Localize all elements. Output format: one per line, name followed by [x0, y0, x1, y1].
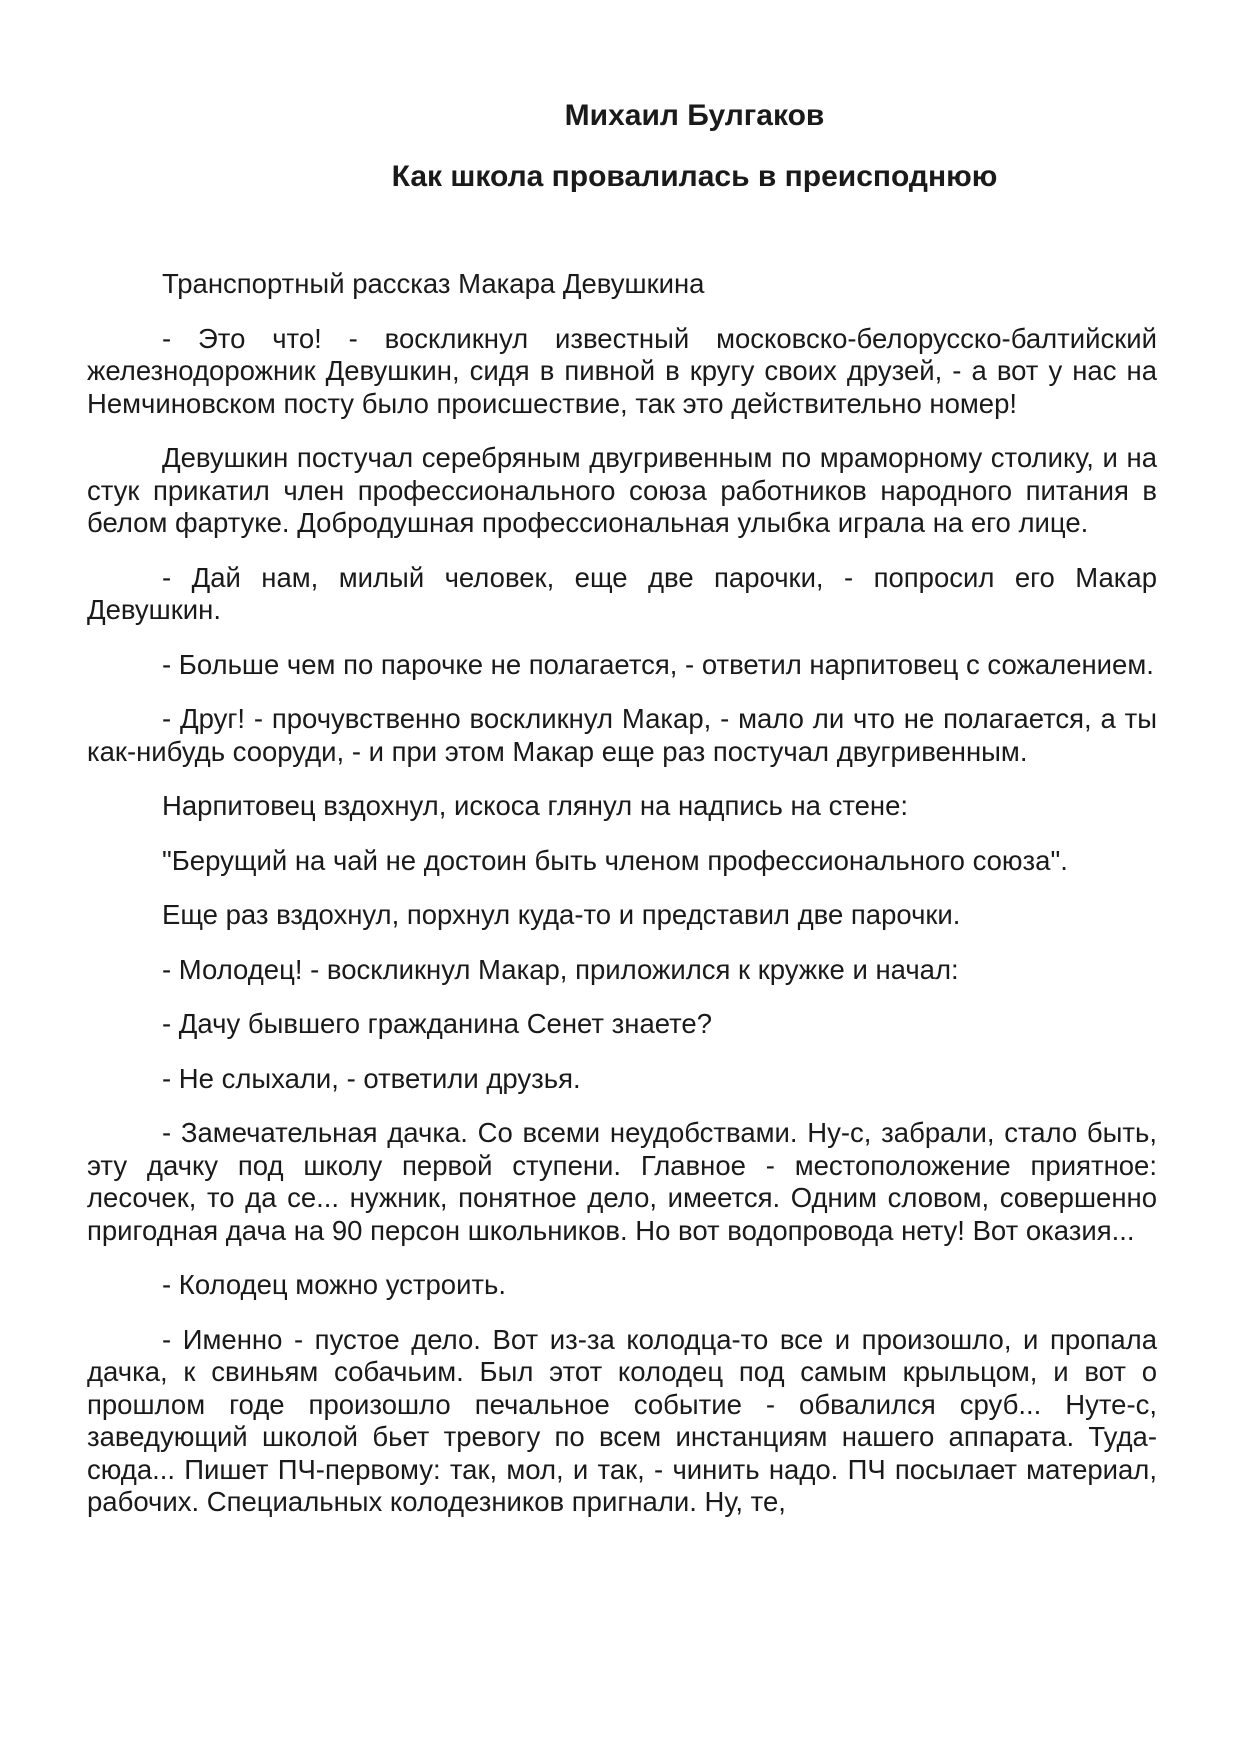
paragraph: Нарпитовец вздохнул, искоса глянул на надпись на стене:: [162, 790, 909, 821]
paragraph: - Друг! - прочувственно воскликнул Макар, - мало ли что не полагается, а ты как-нибудь сооруди, - и при этом Макар еще раз постучал двугривенным.: [87, 703, 1157, 767]
story-title: Как школа провалилась в преисподнюю: [391, 160, 998, 193]
paragraph: - Дачу бывшего гражданина Сенет знаете?: [162, 1008, 712, 1039]
paragraph: - Именно - пустое дело. Вот из-за колодца-то все и произошло, и пропала дачка, к свиньям собачьим. Был этот колодец под самым крыльцом, и вот о прошлом годе произошло печальное событие - обвалился сруб... Нуте-с, заведующий школой бьет тревогу по всем инстанциям нашего аппарата. Туда-сюда... Пишет ПЧ-первому: так, мол, и так, - чинить надо. ПЧ посылает материал, рабочих. Специальных колодезников пригнали. Ну, те,: [87, 1323, 1157, 1517]
paragraph: Еще раз вздохнул, порхнул куда-то и представил две парочки.: [162, 899, 961, 930]
paragraph: Девушкин постучал серебряным двугривенным по мраморному столику, и на стук прикатил член профессионального союза работников народного питания в белом фартуке. Добродушная профессиональная улыбка играла на его лице.: [87, 442, 1157, 538]
story-body: [87, 268, 1157, 1541]
paragraph: - Это что! - воскликнул известный московско-белорусско-балтийский железнодорожник Девушкин, сидя в пивной в кругу своих друзей, - а вот у нас на Немчиновском посту было происшествие, так это действительно номер!: [87, 322, 1157, 419]
paragraph: - Больше чем по парочке не полагается, - ответил нарпитовец с сожалением.: [162, 648, 1154, 680]
paragraph: - Колодец можно устроить.: [162, 1269, 506, 1300]
paragraph: Транспортный рассказ Макара Девушкина: [162, 268, 705, 299]
paragraph: - Дай нам, милый человек, еще две парочки, - попросил его Макар Девушкин.: [87, 561, 1157, 625]
paragraph: - Не слыхали, - ответили друзья.: [162, 1062, 581, 1094]
paragraph: - Молодец! - воскликнул Макар, приложился к кружке и начал:: [162, 953, 959, 985]
paragraph: - Замечательная дачка. Со всеми неудобствами. Ну-с, забрали, стало быть, эту дачку под школу первой ступени. Главное - местоположение приятное: лесочек, то да се... нужник, понятное дело, имеется. Одним словом, совершенно пригодная дача на 90 персон школьников. Но вот водопровода нету! Вот оказия...: [87, 1117, 1157, 1246]
paragraph: "Берущий на чай не достоин быть членом профессионального союза".: [162, 844, 1068, 876]
author-heading: Михаил Булгаков: [564, 99, 825, 132]
